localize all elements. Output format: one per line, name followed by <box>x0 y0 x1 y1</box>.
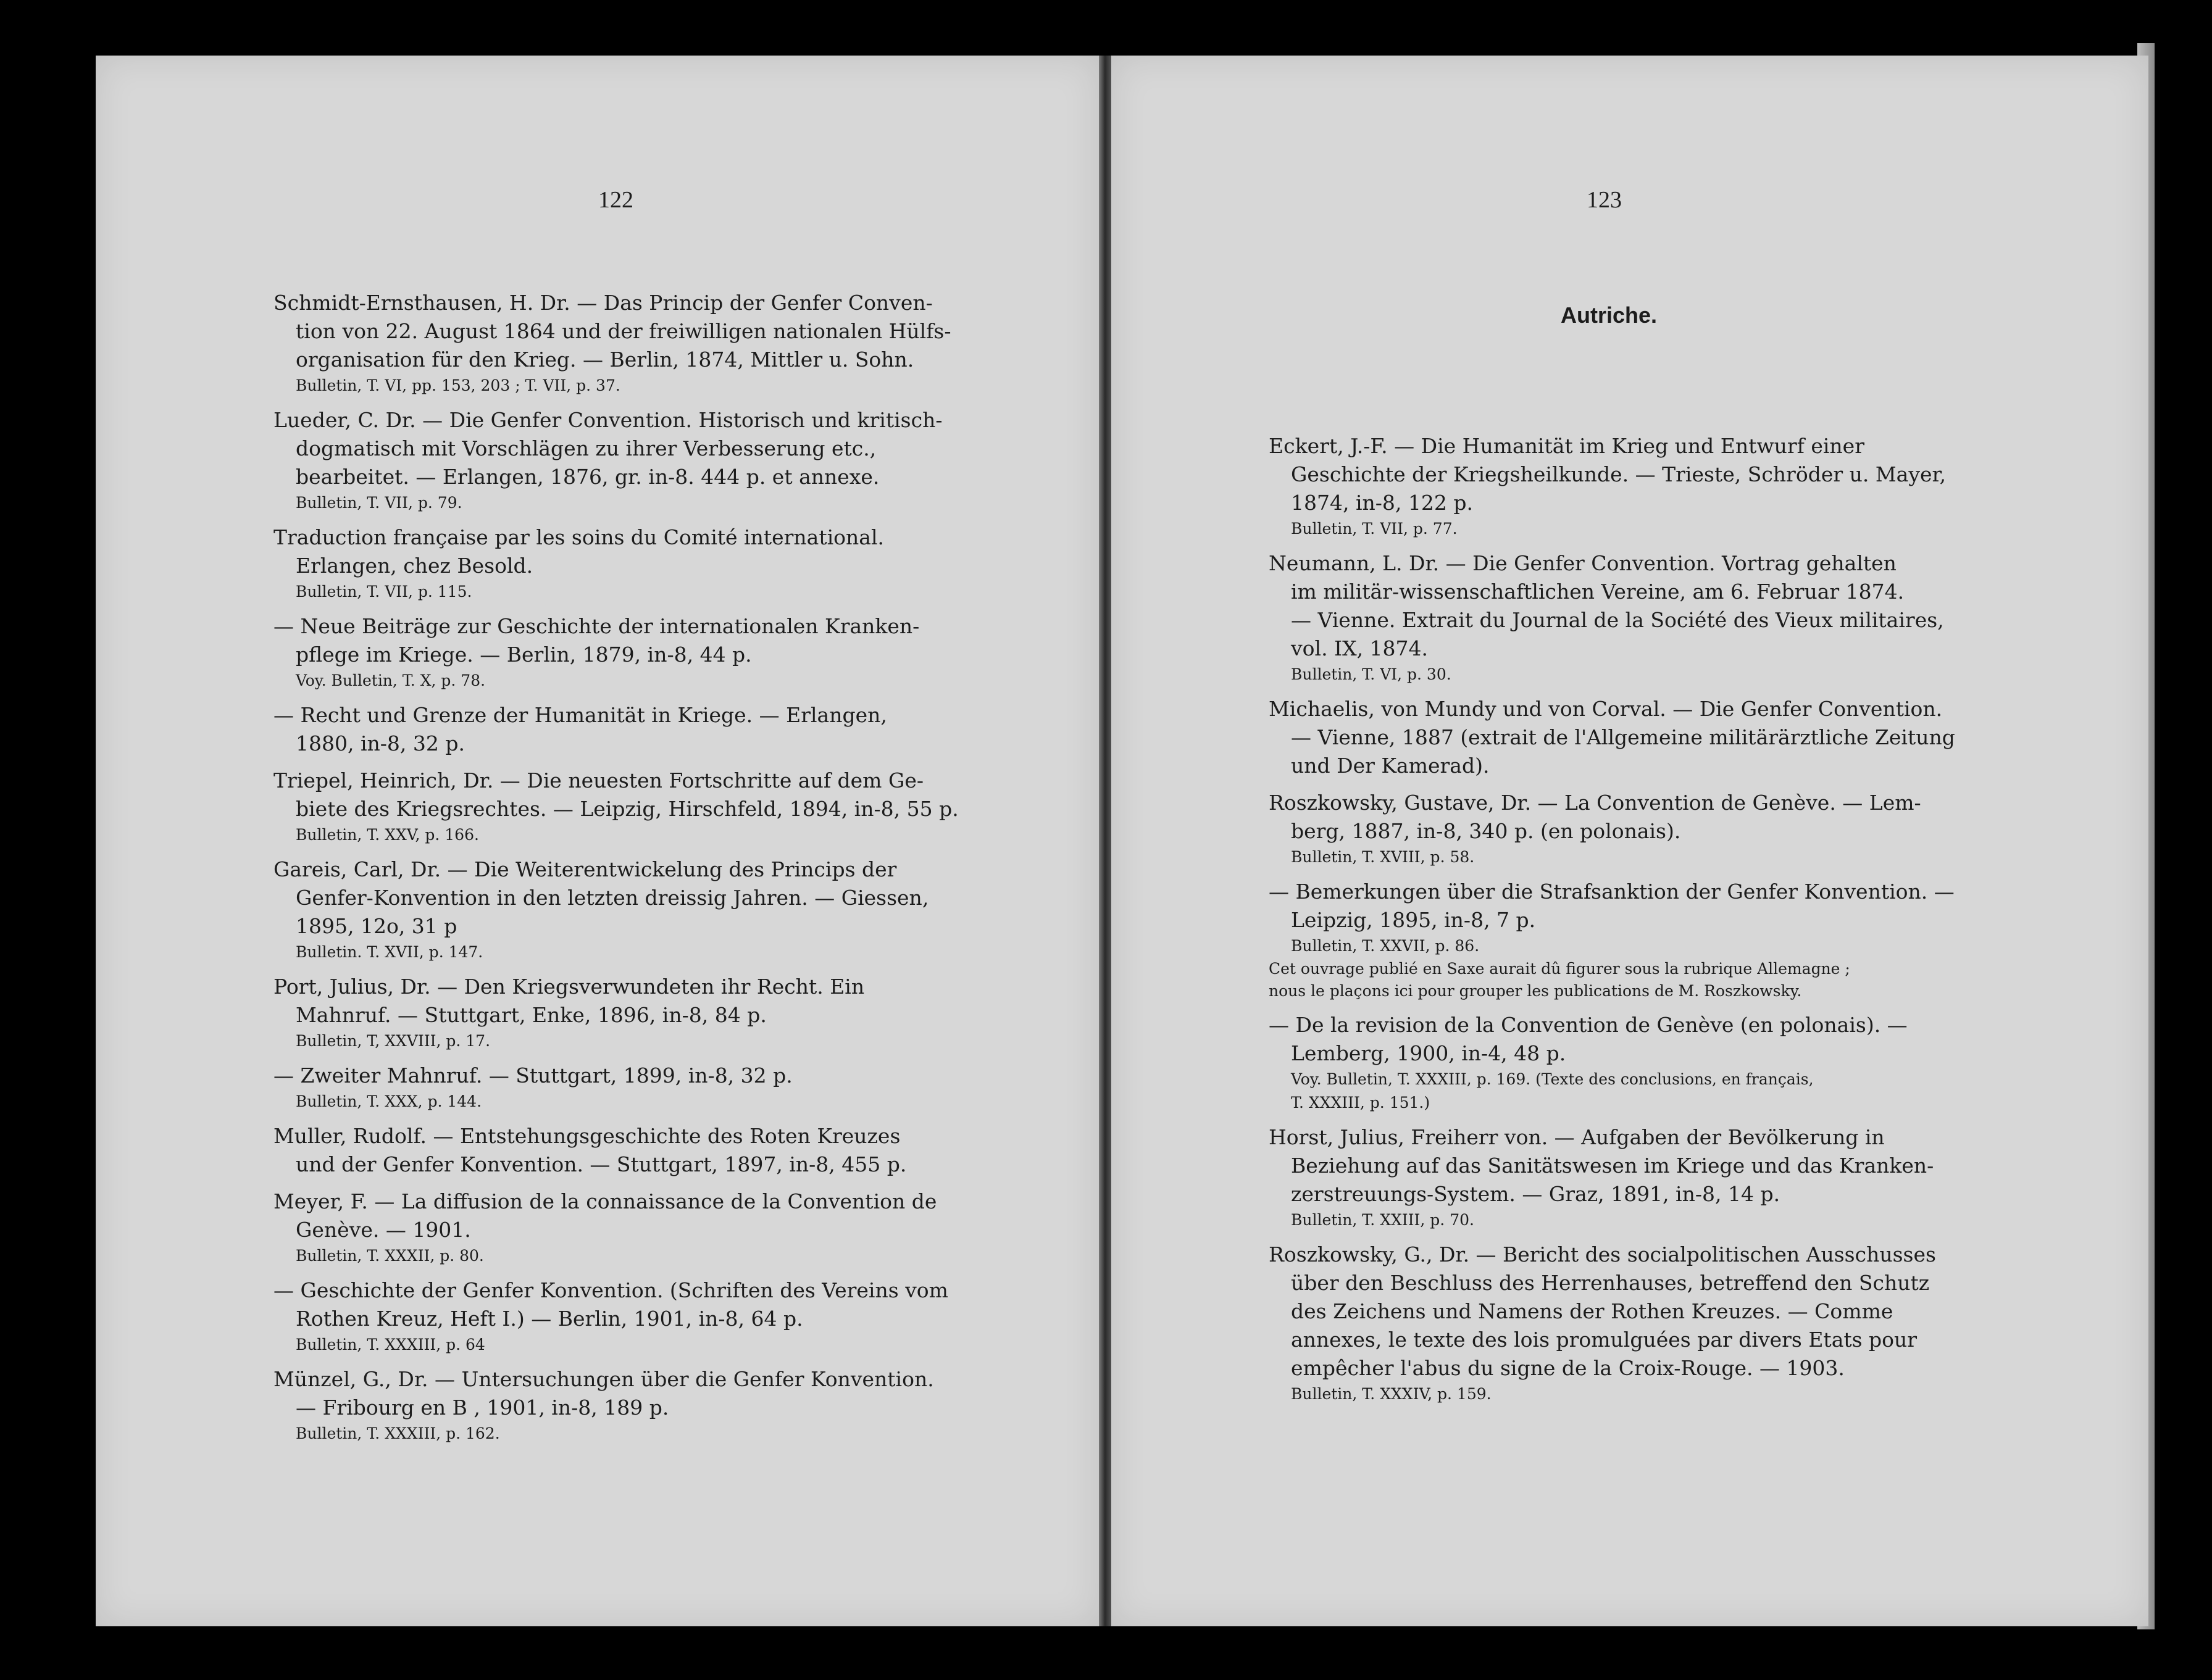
entry-line: zerstreuungs-System. — Graz, 1891, in-8, 14 p. <box>1291 1182 1780 1206</box>
entry-line: — Fribourg en B , 1901, in-8, 189 p. <box>296 1395 669 1420</box>
bibliography-entry <box>1269 789 2071 869</box>
bulletin-reference: Bulletin, T. XXXIII, p. 162. <box>296 1424 500 1442</box>
bulletin-reference: Bulletin, T. XXVII, p. 86. <box>1291 937 1480 955</box>
bulletin-reference: Bulletin. T. XVII, p. 147. <box>296 943 483 961</box>
entry-line: — Vienne. Extrait du Journal de la Société des Vieux militaires, <box>1291 608 1944 632</box>
entry-line: Lueder, C. Dr. — Die Genfer Convention. Historisch und kritisch- <box>273 408 943 432</box>
bibliography-entry <box>1269 1011 2071 1115</box>
entry-line: pflege im Kriege. — Berlin, 1879, in-8, 44 p. <box>296 642 752 667</box>
bibliography-entry <box>273 1365 1064 1445</box>
entry-note: Cet ouvrage publié en Saxe aurait dû figurer sous la rubrique Allemagne ; <box>1269 960 1850 978</box>
bulletin-reference: Bulletin, T. VI, pp. 153, 203 ; T. VII, p. 37. <box>296 376 620 394</box>
bibliography-entry <box>1269 878 2071 1002</box>
bibliography-entry <box>273 767 1064 847</box>
bibliography-entry <box>1269 1123 2071 1232</box>
entry-line: — Vienne, 1887 (extrait de l'Allgemeine militärärztliche Zeitung <box>1291 725 1955 749</box>
entry-line: Genfer-Konvention in den letzten dreissig Jahren. — Giessen, <box>296 886 929 910</box>
entry-line: und Der Kamerad). <box>1291 754 1490 778</box>
entry-line: Eckert, J.-F. — Die Humanität im Krieg und Entwurf einer <box>1269 434 1864 458</box>
bibliography-entry <box>273 612 1064 692</box>
bibliography-column <box>1269 432 2071 1415</box>
bulletin-reference: Bulletin, T. XXV, p. 166. <box>296 826 479 844</box>
entry-line: Gareis, Carl, Dr. — Die Weiterentwickelung des Princips der <box>273 857 897 881</box>
bibliography-entry <box>273 855 1064 964</box>
entry-line: annexes, le texte des lois promulguées par divers Etats pour <box>1291 1328 1918 1352</box>
entry-line: 1880, in-8, 32 p. <box>296 731 465 755</box>
entry-line: vol. IX, 1874. <box>1291 636 1429 660</box>
entry-line: Horst, Julius, Freiherr von. — Aufgaben der Bevölkerung in <box>1269 1125 1885 1149</box>
bulletin-reference: Bulletin, T. XXXIV, p. 159. <box>1291 1385 1492 1403</box>
entry-line: 1874, in-8, 122 p. <box>1291 491 1473 515</box>
entry-line: Beziehung auf das Sanitätswesen im Kriege und das Kranken- <box>1291 1154 1934 1178</box>
bulletin-reference: Bulletin, T. XXXII, p. 80. <box>296 1247 484 1265</box>
bibliography-entry <box>273 1062 1064 1113</box>
entry-note: nous le plaçons ici pour grouper les publications de M. Roszkowsky. <box>1269 982 1802 1000</box>
entry-line: biete des Kriegsrechtes. — Leipzig, Hirschfeld, 1894, in-8, 55 p. <box>296 797 959 821</box>
entry-line: — De la revision de la Convention de Genève (en polonais). — <box>1269 1013 1908 1037</box>
entry-line: Lemberg, 1900, in-4, 48 p. <box>1291 1041 1566 1065</box>
page-number: 122 <box>598 187 633 213</box>
bibliography-entry <box>1269 695 2071 780</box>
entry-line: — Bemerkungen über die Strafsanktion der Genfer Konvention. — <box>1269 880 1955 904</box>
bulletin-reference: Bulletin, T. XXIII, p. 70. <box>1291 1211 1474 1229</box>
bibliography-entry <box>1269 1241 2071 1406</box>
entry-line: empêcher l'abus du signe de la Croix-Rouge. — 1903. <box>1291 1356 1845 1380</box>
bulletin-reference: Voy. Bulletin, T. X, p. 78. <box>296 672 486 689</box>
entry-line: Mahnruf. — Stuttgart, Enke, 1896, in-8, 84 p. <box>296 1003 767 1027</box>
entry-line: Leipzig, 1895, in-8, 7 p. <box>1291 908 1536 932</box>
entry-line: tion von 22. August 1864 und der freiwilligen nationalen Hülfs- <box>296 319 951 343</box>
right-page <box>1111 56 2148 1626</box>
section-title: Autriche. <box>1561 302 1658 328</box>
entry-line: Michaelis, von Mundy und von Corval. — Die Genfer Convention. <box>1269 697 1943 721</box>
entry-line: — Geschichte der Genfer Konvention. (Schriften des Vereins vom <box>273 1278 948 1302</box>
entry-line: Geschichte der Kriegsheilkunde. — Trieste, Schröder u. Mayer, <box>1291 462 1947 486</box>
entry-line: Meyer, F. — La diffusion de la connaissance de la Convention de <box>273 1189 937 1213</box>
bibliography-entry <box>1269 549 2071 686</box>
entry-line: Erlangen, chez Besold. <box>296 554 533 578</box>
entry-line: Schmidt-Ernsthausen, H. Dr. — Das Princip der Genfer Conven- <box>273 291 933 315</box>
bibliography-entry <box>273 406 1064 515</box>
entry-line: Muller, Rudolf. — Entstehungsgeschichte des Roten Kreuzes <box>273 1124 901 1148</box>
entry-line: Port, Julius, Dr. — Den Kriegsverwundeten ihr Recht. Ein <box>273 975 865 999</box>
entry-line: Roszkowsky, Gustave, Dr. — La Convention de Genève. — Lem- <box>1269 791 1921 815</box>
bulletin-reference: Bulletin, T. VI, p. 30. <box>1291 665 1451 683</box>
bulletin-reference: Bulletin, T, XXVIII, p. 17. <box>296 1032 491 1050</box>
bulletin-reference: Bulletin, T. XXX, p. 144. <box>296 1092 482 1110</box>
bulletin-reference: Bulletin, T. XVIII, p. 58. <box>1291 848 1475 866</box>
entry-line: berg, 1887, in-8, 340 p. (en polonais). <box>1291 819 1681 843</box>
entry-line: Traduction française par les soins du Comité international. <box>273 525 885 549</box>
entry-line: — Recht und Grenze der Humanität in Kriege. — Erlangen, <box>273 703 887 727</box>
bulletin-reference: Bulletin, T. VII, p. 77. <box>1291 520 1458 538</box>
entry-line: Genève. — 1901. <box>296 1218 471 1242</box>
bibliography-entry <box>273 289 1064 397</box>
bibliography-entry <box>273 701 1064 758</box>
entry-line: 1895, 12o, 31 p <box>296 914 457 938</box>
entry-line: organisation für den Krieg. — Berlin, 1874, Mittler u. Sohn. <box>296 347 914 372</box>
book-gutter <box>1099 56 1112 1626</box>
bulletin-reference: Bulletin, T. XXXIII, p. 64 <box>296 1336 485 1354</box>
entry-line: — Neue Beiträge zur Geschichte der internationalen Kranken- <box>273 614 920 638</box>
bibliography-entry <box>273 1187 1064 1268</box>
entry-line: Neumann, L. Dr. — Die Genfer Convention. Vortrag gehalten <box>1269 551 1897 575</box>
entry-line: Triepel, Heinrich, Dr. — Die neuesten Fortschritte auf dem Ge- <box>273 768 924 792</box>
entry-line: im militär-wissenschaftlichen Vereine, am 6. Februar 1874. <box>1291 580 1905 604</box>
entry-line: Rothen Kreuz, Heft I.) — Berlin, 1901, in-8, 64 p. <box>296 1307 803 1331</box>
bibliography-entry <box>273 1276 1064 1357</box>
entry-line: über den Beschluss des Herrenhauses, betreffend den Schutz <box>1291 1271 1930 1295</box>
entry-line: des Zeichens und Namens der Rothen Kreuzes. — Comme <box>1291 1299 1893 1323</box>
bulletin-reference: Bulletin, T. VII, p. 115. <box>296 583 472 601</box>
entry-line: dogmatisch mit Vorschlägen zu ihrer Verbesserung etc., <box>296 436 877 460</box>
entry-line: — Zweiter Mahnruf. — Stuttgart, 1899, in-8, 32 p. <box>273 1063 793 1087</box>
entry-line: Münzel, G., Dr. — Untersuchungen über die Genfer Konvention. <box>273 1367 934 1391</box>
bibliography-entry <box>273 973 1064 1053</box>
bibliography-entry <box>1269 432 2071 541</box>
page-number: 123 <box>1587 187 1622 213</box>
left-page <box>96 56 1099 1626</box>
bibliography-column <box>273 289 1064 1454</box>
entry-line: und der Genfer Konvention. — Stuttgart, 1897, in-8, 455 p. <box>296 1152 907 1176</box>
entry-line: bearbeitet. — Erlangen, 1876, gr. in-8. 444 p. et annexe. <box>296 465 880 489</box>
bulletin-reference: Bulletin, T. VII, p. 79. <box>296 494 462 512</box>
entry-line: Roszkowsky, G., Dr. — Bericht des socialpolitischen Ausschusses <box>1269 1242 1936 1266</box>
bulletin-reference: Voy. Bulletin, T. XXXIII, p. 169. (Texte des conclusions, en français, <box>1291 1070 1814 1088</box>
bibliography-entry <box>273 1122 1064 1179</box>
bibliography-entry <box>273 523 1064 604</box>
bulletin-reference: T. XXXIII, p. 151.) <box>1291 1094 1430 1112</box>
